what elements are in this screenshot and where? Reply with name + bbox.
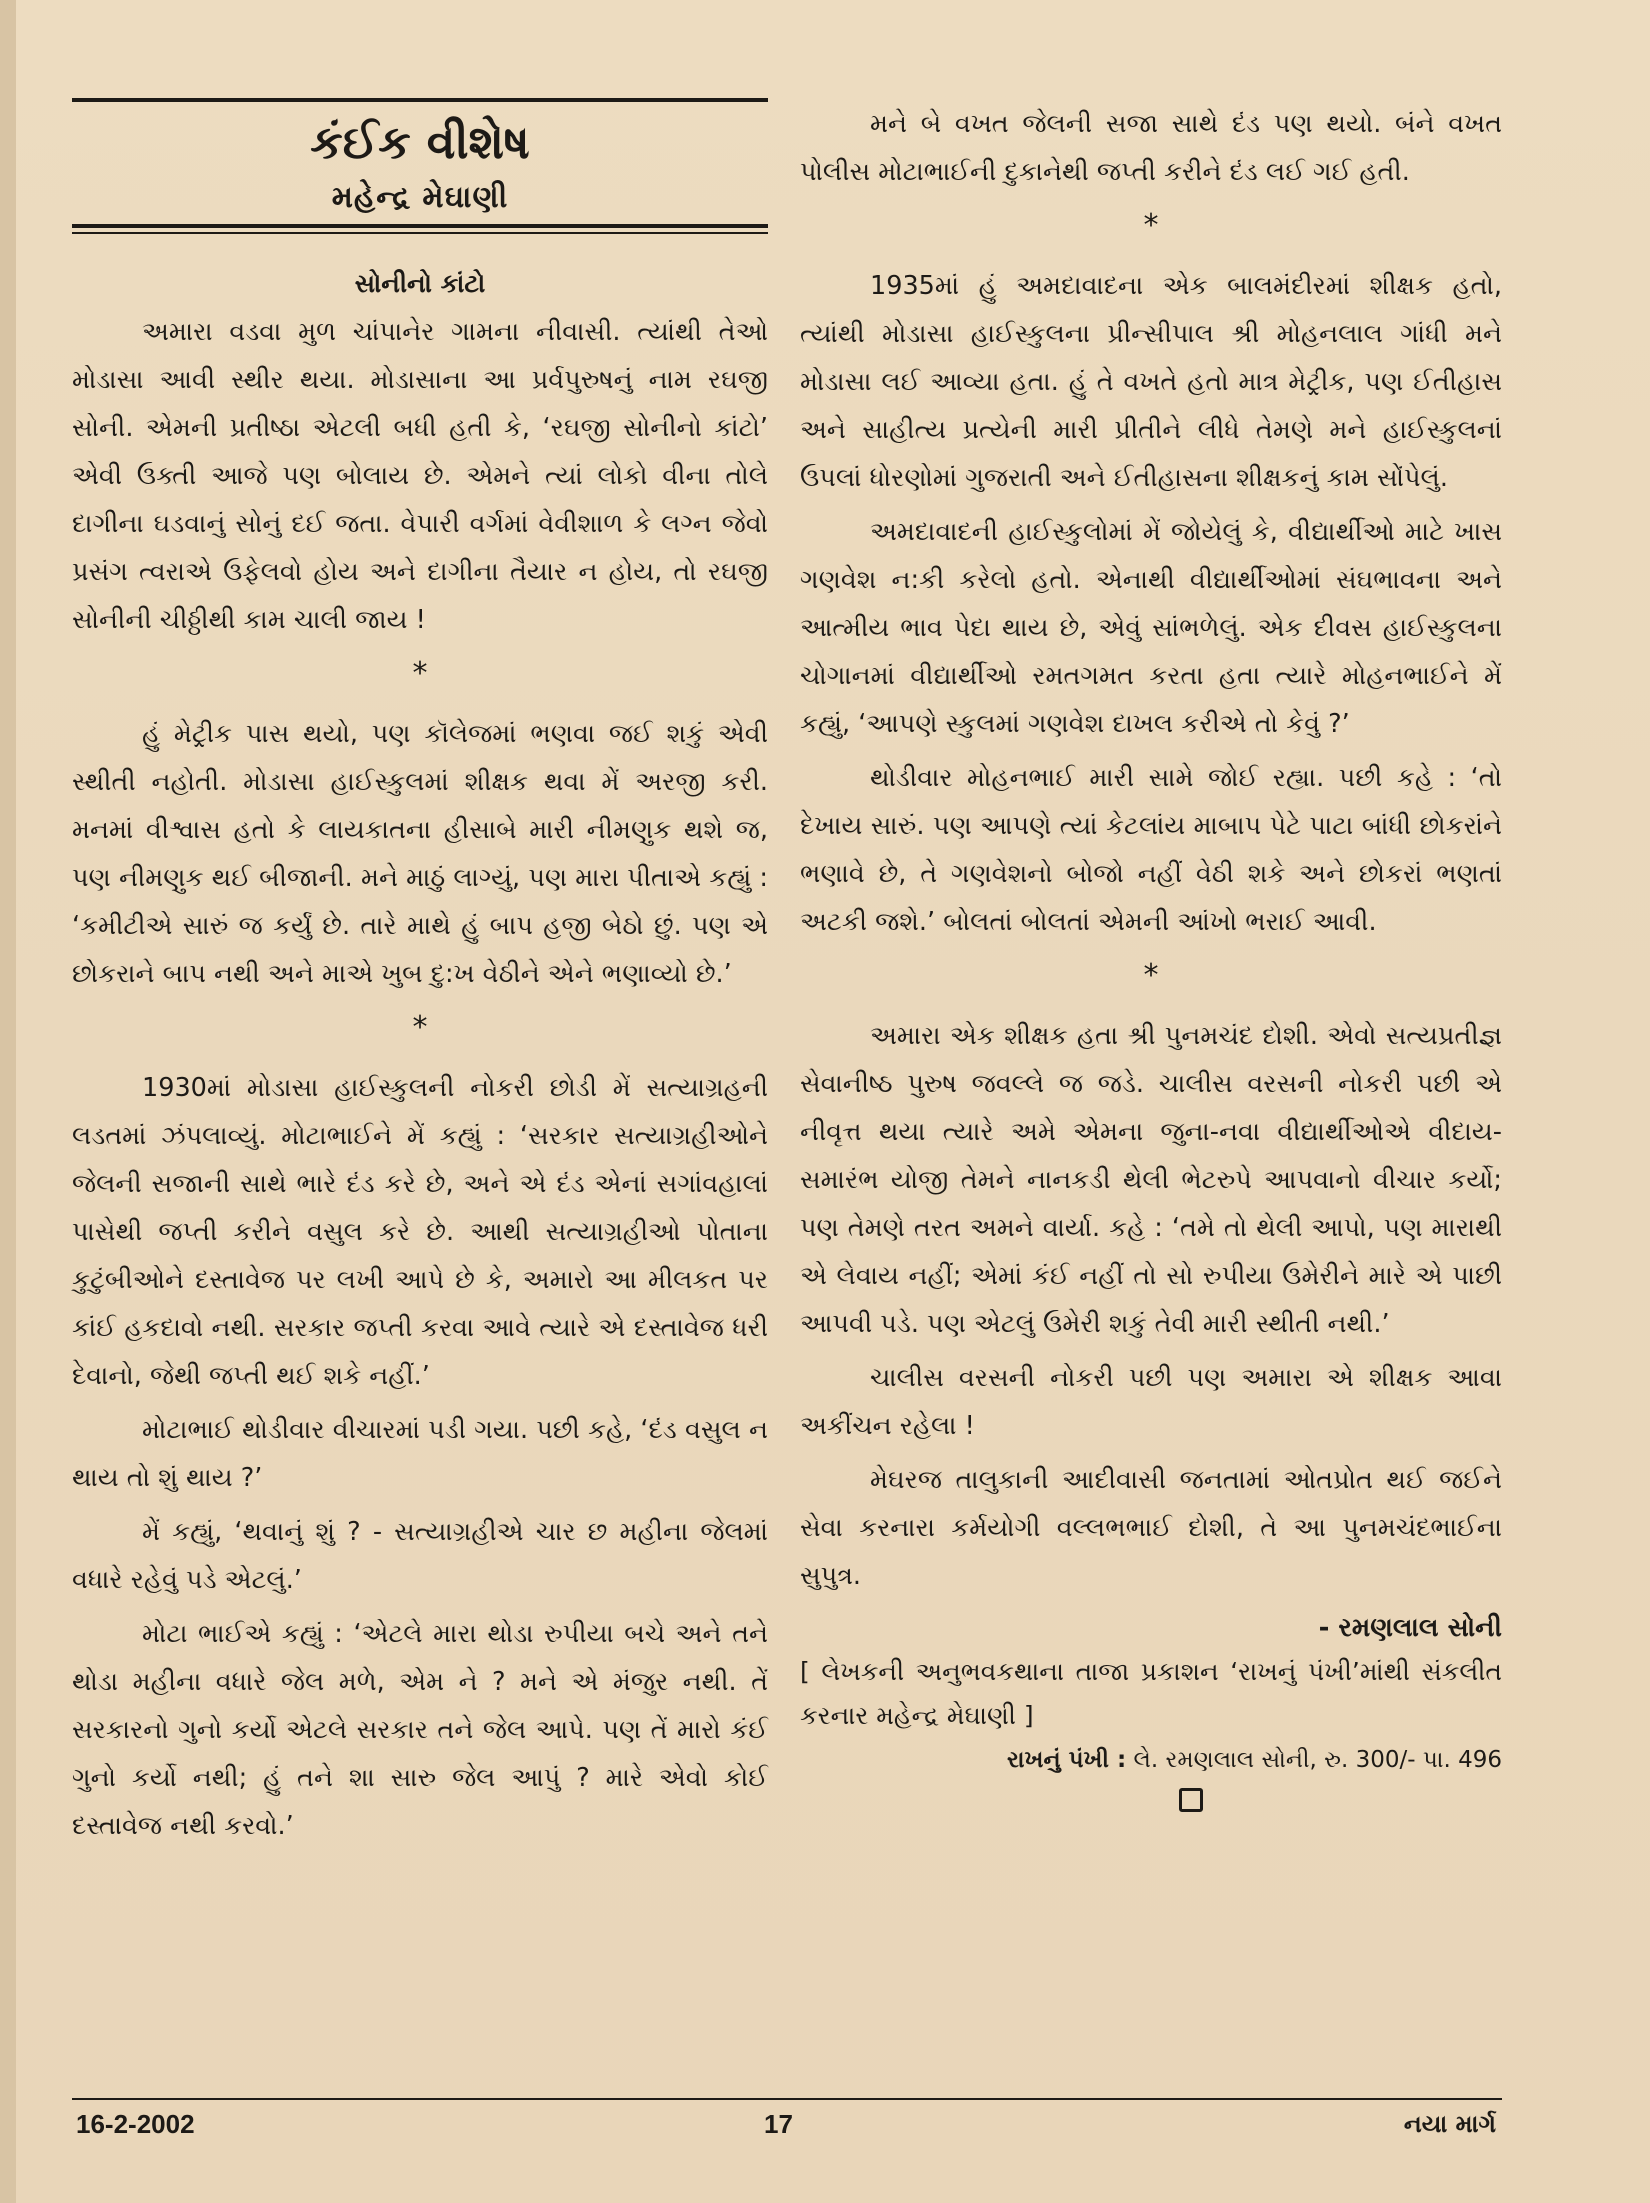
- paragraph: મેં કહ્યું, ‘થવાનું શું ? - સત્યાગ્રહીએ ચાર છ મહીના જેલમાં વધારે રહેવું પડે એટલું.’: [72, 1517, 768, 1595]
- footer-date: 16-2-2002: [76, 2109, 195, 2139]
- header-rule-bottom-thin: [72, 232, 768, 234]
- paragraph: મોટા ભાઈએ કહ્યું : ‘એટલે મારા થોડા રુપીયા બચે અને તને થોડા મહીના વધારે જેલ મળે, એમ ને ? મને એ મંજુર નથી. તેં સરકારનો ગુનો કર્યો એટલે સરકાર તને જેલ આપે. પણ તેં મારો કંઈ ગુનો કર્યો નથી; હું તને શા સારુ જેલ આપું ? મારે એવો કોઈ દસ્તાવેજ નથી કરવો.’: [72, 1619, 768, 1841]
- paragraph: અમદાવાદની હાઈસ્કુલોમાં મેં જોયેલું કે, વીદ્યાર્થીઓ માટે ખાસ ગણવેશ ન:કી કરેલો હતો. એનાથી વીદ્યાર્થીઓમાં સંઘભાવના અને આત્મીય ભાવ પેદા થાય છે, એવું સાંભળેલું. એક દીવસ હાઈસ્કુલના ચોગાનમાં વીદ્યાર્થીઓ રમતગમત કરતા હતા ત્યારે મોહનભાઈને મેં કહ્યું, ‘આપણે સ્કુલમાં ગણવેશ દાખલ કરીએ તો કેવું ?’: [800, 517, 1502, 739]
- paragraph: અમારા વડવા મુળ ચાંપાનેર ગામના નીવાસી. ત્યાંથી તેઓ મોડાસા આવી સ્થીર થયા. મોડાસાના આ પ્રર્વપુરુષનું નામ રઘજી સોની. એમની પ્રતીષ્ઠા એટલી બધી હતી કે, ‘રઘજી સોનીનો કાંટો’ એવી ઉક્તી આજે પણ બોલાય છે. એમને ત્યાં લોકો વીના તોલે દાગીના ઘડવાનું સોનું દઈ જતા. વેપારી વર્ગમાં વેવીશાળ કે લગ્ન જેવો પ્રસંગ ત્વરાએ ઉફેલવો હોય અને દાગીના તૈયાર ન હોય, તો રઘજી સોનીની ચીઠ્ઠીથી કામ ચાલી જાય !: [72, 317, 768, 635]
- column-title: કંઈક વીશેષ: [310, 115, 530, 169]
- page-edge-shadow: [0, 0, 16, 2203]
- paragraph: મોટાભાઈ થોડીવાર વીચારમાં પડી ગયા. પછી કહે, ‘દંડ વસુલ ન થાય તો શું થાય ?’: [72, 1415, 768, 1493]
- article-title: સોનીનો કાંટો: [354, 269, 486, 298]
- source-note: [ લેખકની અનુભવકથાના તાજા પ્રકાશન ‘રાખનું પંખી’માંથી સંકલીત કરનાર મહેન્દ્ર મેઘાણી ]: [800, 1657, 1502, 1730]
- paragraph: ચાલીસ વરસની નોકરી પછી પણ અમારા એ શીક્ષક આવા અકીંચન રહેલા !: [800, 1363, 1502, 1441]
- header-rule-top: [72, 98, 768, 102]
- paragraph: મને બે વખત જેલની સજા સાથે દંડ પણ થયો. બંને વખત પોલીસ મોટાભાઈની દુકાનેથી જપ્તી કરીને દંડ લઈ ગઈ હતી.: [800, 109, 1502, 187]
- paragraph: 1935માં હું અમદાવાદના એક બાલમંદીરમાં શીક્ષક હતો, ત્યાંથી મોડાસા હાઈસ્કુલના પ્રીન્સીપાલ શ્રી મોહનલાલ ગાંધી મને મોડાસા લઈ આવ્યા હતા. હું તે વખતે હતો માત્ર મેટ્રીક, પણ ઈતીહાસ અને સાહીત્ય પ્રત્યેની મારી પ્રીતીને લીધે તેમણે મને હાઈસ્કુલનાં ઉપલાં ધોરણોમાં ગુજરાતી અને ઈતીહાસના શીક્ષકનું કામ સોંપેલું.: [800, 271, 1502, 493]
- book-info: [800, 1738, 1502, 1782]
- book-info-details: લે. રમણલાલ સોની, રુ. 300/- પા. 496: [1133, 1747, 1502, 1773]
- end-of-article-icon: [1179, 1788, 1203, 1812]
- footer-rule: [72, 2098, 1502, 2100]
- left-column: [72, 98, 768, 1856]
- header-rule-bottom: [72, 224, 768, 228]
- page-number: 17: [764, 2109, 793, 2139]
- paragraph: 1930માં મોડાસા હાઈસ્કુલની નોકરી છોડી મેં સત્યાગ્રહની લડતમાં ઝંપલાવ્યું. મોટાભાઈને મેં કહ્યું : ‘સરકાર સત્યાગ્રહીઓને જેલની સજાની સાથે ભારે દંડ કરે છે, અને એ દંડ એનાં સગાંવહાલાં પાસેથી જપ્તી કરીને વસુલ કરે છે. આથી સત્યાગ્રહીઓ પોતાના કુટુંબીઓને દસ્તાવેજ પર લખી આપે છે કે, અમારો આ મીલકત પર કાંઈ હકદાવો નથી. સરકાર જપ્તી કરવા આવે ત્યારે એ દસ્તાવેજ ધરી દેવાનો, જેથી જપ્તી થઈ શકે નહીં.’: [72, 1073, 768, 1391]
- paragraph: થોડીવાર મોહનભાઈ મારી સામે જોઈ રહ્યા. પછી કહે : ‘તો દેખાય સારું. પણ આપણે ત્યાં કેટલાંય માબાપ પેટે પાટા બાંધી છોકરાંને ભણાવે છે, તે ગણવેશનો બોજો નહીં વેઠી શકે અને છોકરાં ભણતાં અટકી જશે.’ બોલતાં બોલતાં એમની આંખો ભરાઈ આવી.: [800, 763, 1502, 937]
- right-column: [800, 100, 1502, 1812]
- column-byline: મહેન્દ્ર મેઘાણી: [331, 180, 509, 215]
- paragraph: મેઘરજ તાલુકાની આદીવાસી જનતામાં ઓતપ્રોત થઈ જઈને સેવા કરનારા કર્મયોગી વલ્લભભાઈ દોશી, તે આ પુનમચંદભાઈના સુપુત્ર.: [800, 1465, 1502, 1591]
- section-separator: *: [412, 1010, 428, 1045]
- section-separator: *: [1143, 208, 1159, 243]
- paragraph: અમારા એક શીક્ષક હતા શ્રી પુનમચંદ દોશી. એવો સત્યપ્રતીજ્ઞ સેવાનીષ્ઠ પુરુષ જવલ્લે જ જડે. ચાલીસ વરસની નોકરી પછી એ નીવૃત્ત થયા ત્યારે અમે એમના જુના-નવા વીદ્યાર્થીઓએ વીદાય-સમારંભ યોજી તેમને નાનકડી થેલી ભેટરુપે આપવાનો વીચાર કર્યો; પણ તેમણે તરત અમને વાર્યા. કહે : ‘તમે તો થેલી આપો, પણ મારાથી એ લેવાય નહીં; એમાં કંઈ નહીં તો સો રુપીયા ઉમેરીને મારે એ પાછી આપવી પડે. પણ એટલું ઉમેરી શકું તેવી મારી સ્થીતી નથી.’: [800, 1021, 1502, 1339]
- author-signature: - રમણલાલ સોની: [1318, 1613, 1502, 1643]
- section-separator: *: [412, 656, 428, 691]
- magazine-name: નયા માર્ગ: [1403, 2110, 1496, 2138]
- paragraph: હું મેટ્રીક પાસ થયો, પણ કૉલેજમાં ભણવા જઈ શકું એવી સ્થીતી નહોતી. મોડાસા હાઈસ્કુલમાં શીક્ષક થવા મેં અરજી કરી. મનમાં વીશ્વાસ હતો કે લાયકાતના હીસાબે મારી નીમણુક થશે જ, પણ નીમણુક થઈ બીજાની. મને માઠું લાગ્યું, પણ મારા પીતાએ કહ્યું : ‘કમીટીએ સારું જ કર્યું છે. તારે માથે હું બાપ હજી બેઠો છું. પણ એ છોકરાને બાપ નથી અને માએ ખુબ દુ:ખ વેઠીને એને ભણાવ્યો છે.’: [72, 719, 768, 989]
- section-separator: *: [1143, 958, 1159, 993]
- book-info-label: રાખનું પંખી :: [1007, 1747, 1127, 1773]
- column-header: [72, 98, 768, 234]
